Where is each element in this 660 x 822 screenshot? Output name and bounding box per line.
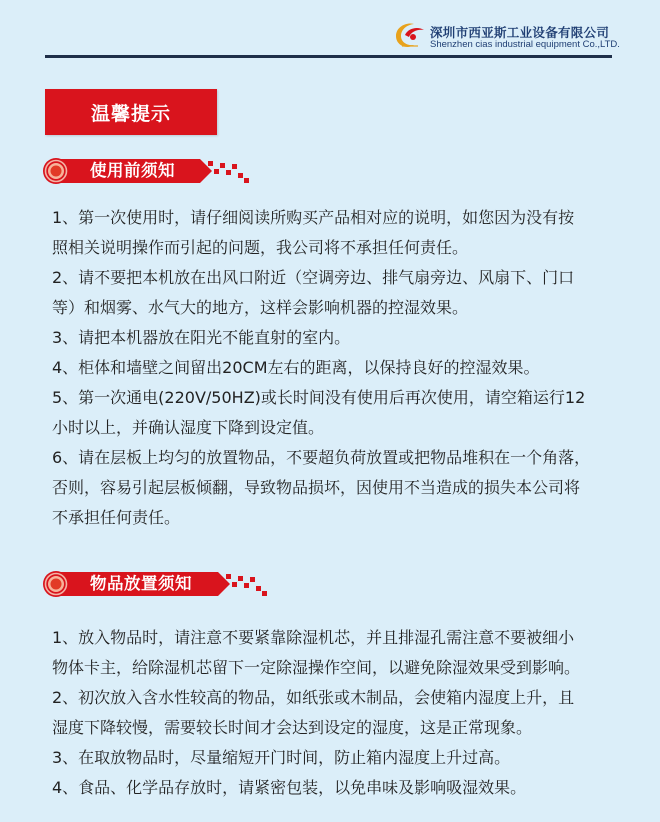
company-name-en: Shenzhen cias industrial equipment Co.,LTD.: [430, 39, 620, 50]
header: [0, 0, 660, 60]
list-item: 3、在取放物品时，尽量缩短开门时间，防止箱内湿度上升过高。: [52, 748, 511, 767]
list-item: 3、请把本机器放在阳光不能直射的室内。: [52, 328, 351, 347]
section-title: 物品放置须知: [90, 574, 192, 593]
list-item: 6、请在层板上均匀的放置物品，不要超负荷放置或把物品堆积在一个角落， 否则，容易引起层板倾翻，导致物品损坏，因使用不当造成的损失本公司将 不承担任何责任。: [52, 448, 591, 527]
cias-logo-icon: [392, 20, 426, 50]
list-item: 1、放入物品时，请注意不要紧靠除湿机芯，并且排湿孔需注意不要被细小 物体卡主，给除湿机芯留下一定除湿操作空间，以避免除湿效果受到影响。: [52, 628, 581, 677]
list-item: 1、第一次使用时，请仔细阅读所购买产品相对应的说明，如您因为没有按 照相关说明操作而引起的问题，我公司将不承担任何责任。: [52, 208, 575, 257]
list-item: 4、食品、化学品存放时，请紧密包装，以免串味及影响吸湿效果。: [52, 778, 527, 797]
section-heading-placement: [40, 570, 270, 606]
company-name-cn: 深圳市西亚斯工业设备有限公司: [430, 25, 610, 40]
list-item: 2、请不要把本机放在出风口附近（空调旁边、排气扇旁边、风扇下、门口 等）和烟雾、水气大的地方，这样会影响机器的控湿效果。: [52, 268, 575, 317]
section-heading-before-use: [40, 157, 270, 193]
list-item: 2、初次放入含水性较高的物品，如纸张或木制品，会使箱内湿度上升，且 湿度下降较慢，需要较长时间才会达到设定的湿度，这是正常现象。: [52, 688, 575, 737]
list-item: 4、柜体和墙壁之间留出20CM左右的距离，以保持良好的控湿效果。: [52, 358, 540, 377]
section-title: 使用前须知: [90, 161, 175, 180]
header-divider: [45, 55, 612, 58]
list-item: 5、第一次通电(220V/50HZ)或长时间没有使用后再次使用，请空箱运行12 小时以上，并确认湿度下降到设定值。: [52, 388, 586, 437]
page-title: 温馨提示: [45, 89, 217, 135]
